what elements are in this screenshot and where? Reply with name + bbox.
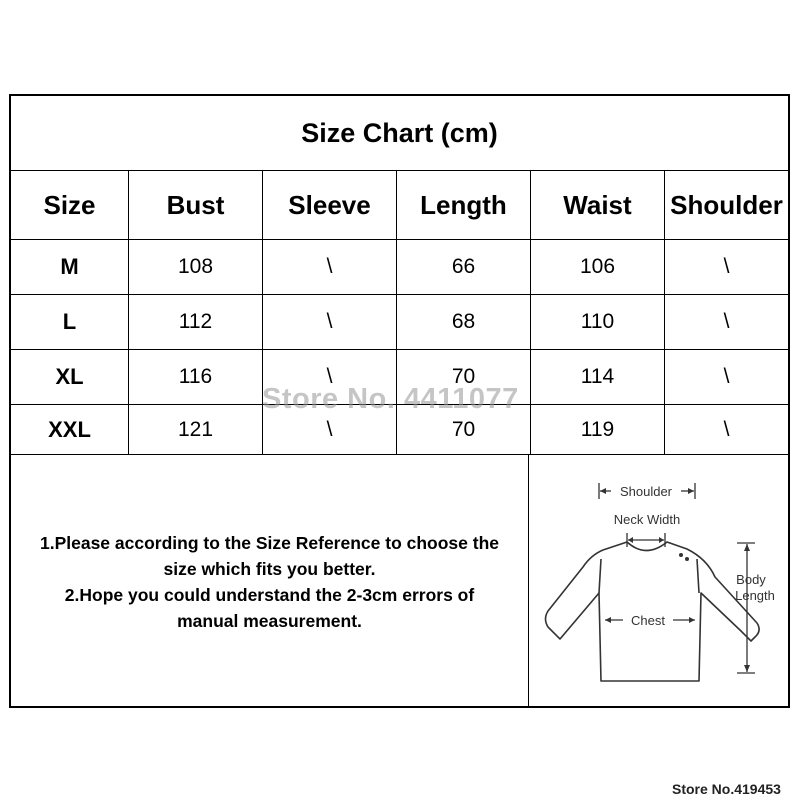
bust-cell: 112 — [129, 295, 263, 350]
body-length-label: Length — [735, 588, 775, 603]
length-cell: 66 — [397, 240, 531, 295]
body-length-arrow — [737, 543, 755, 673]
header-row — [11, 171, 788, 240]
bust-cell: 121 — [129, 405, 263, 455]
store-watermark: Store No. 4411077 — [262, 383, 519, 415]
button-dot — [679, 553, 683, 557]
button-dot — [685, 557, 689, 561]
size-notes — [11, 455, 529, 708]
waist-cell: 119 — [531, 405, 665, 455]
header-bust: Bust — [129, 171, 263, 240]
waist-cell: 106 — [531, 240, 665, 295]
note-line: 2.Hope you could understand the 2-3cm errors of — [64, 584, 475, 605]
size-cell: M — [11, 240, 129, 295]
waist-cell: 110 — [531, 295, 665, 350]
shirt-diagram-svg — [529, 455, 788, 709]
shoulder-label: Shoulder — [619, 484, 673, 499]
waist-cell: 114 — [531, 350, 665, 405]
body-length-label: Body — [736, 572, 766, 587]
header-length: Length — [397, 171, 531, 240]
header-shoulder: Shoulder — [665, 171, 789, 240]
bust-cell: 108 — [129, 240, 263, 295]
shoulder-cell: \ — [665, 240, 789, 295]
sleeve-cell: \ — [263, 405, 397, 455]
sleeve-cell: \ — [263, 240, 397, 295]
table-row — [11, 295, 788, 350]
note-line: 1.Please according to the Size Reference to choose the — [39, 532, 500, 553]
length-cell: 70 — [397, 350, 531, 405]
header-sleeve: Sleeve — [263, 171, 397, 240]
shoulder-cell: \ — [665, 295, 789, 350]
size-cell: L — [11, 295, 129, 350]
header-size: Size — [11, 171, 129, 240]
bust-cell: 116 — [129, 350, 263, 405]
shoulder-cell: \ — [665, 350, 789, 405]
length-cell: 70 — [397, 405, 531, 455]
note-line: manual measurement. — [177, 610, 362, 631]
measurement-diagram — [529, 455, 788, 708]
neck-width-label: Neck Width — [613, 512, 681, 527]
neck-width-arrow — [627, 533, 665, 547]
table-row — [11, 240, 788, 295]
chart-title: Size Chart (cm) — [11, 96, 788, 171]
header-waist: Waist — [531, 171, 665, 240]
sleeve-cell: \ — [263, 350, 397, 405]
info-section — [11, 454, 788, 708]
sleeve-cell: \ — [263, 295, 397, 350]
shirt-outline — [546, 542, 760, 681]
length-cell: 68 — [397, 295, 531, 350]
note-line: size which fits you better. — [163, 558, 376, 579]
shoulder-cell: \ — [665, 405, 789, 455]
size-cell: XL — [11, 350, 129, 405]
store-number-label: Store No.419453 — [672, 781, 781, 797]
chest-label: Chest — [631, 613, 665, 628]
size-cell: XXL — [11, 405, 129, 455]
